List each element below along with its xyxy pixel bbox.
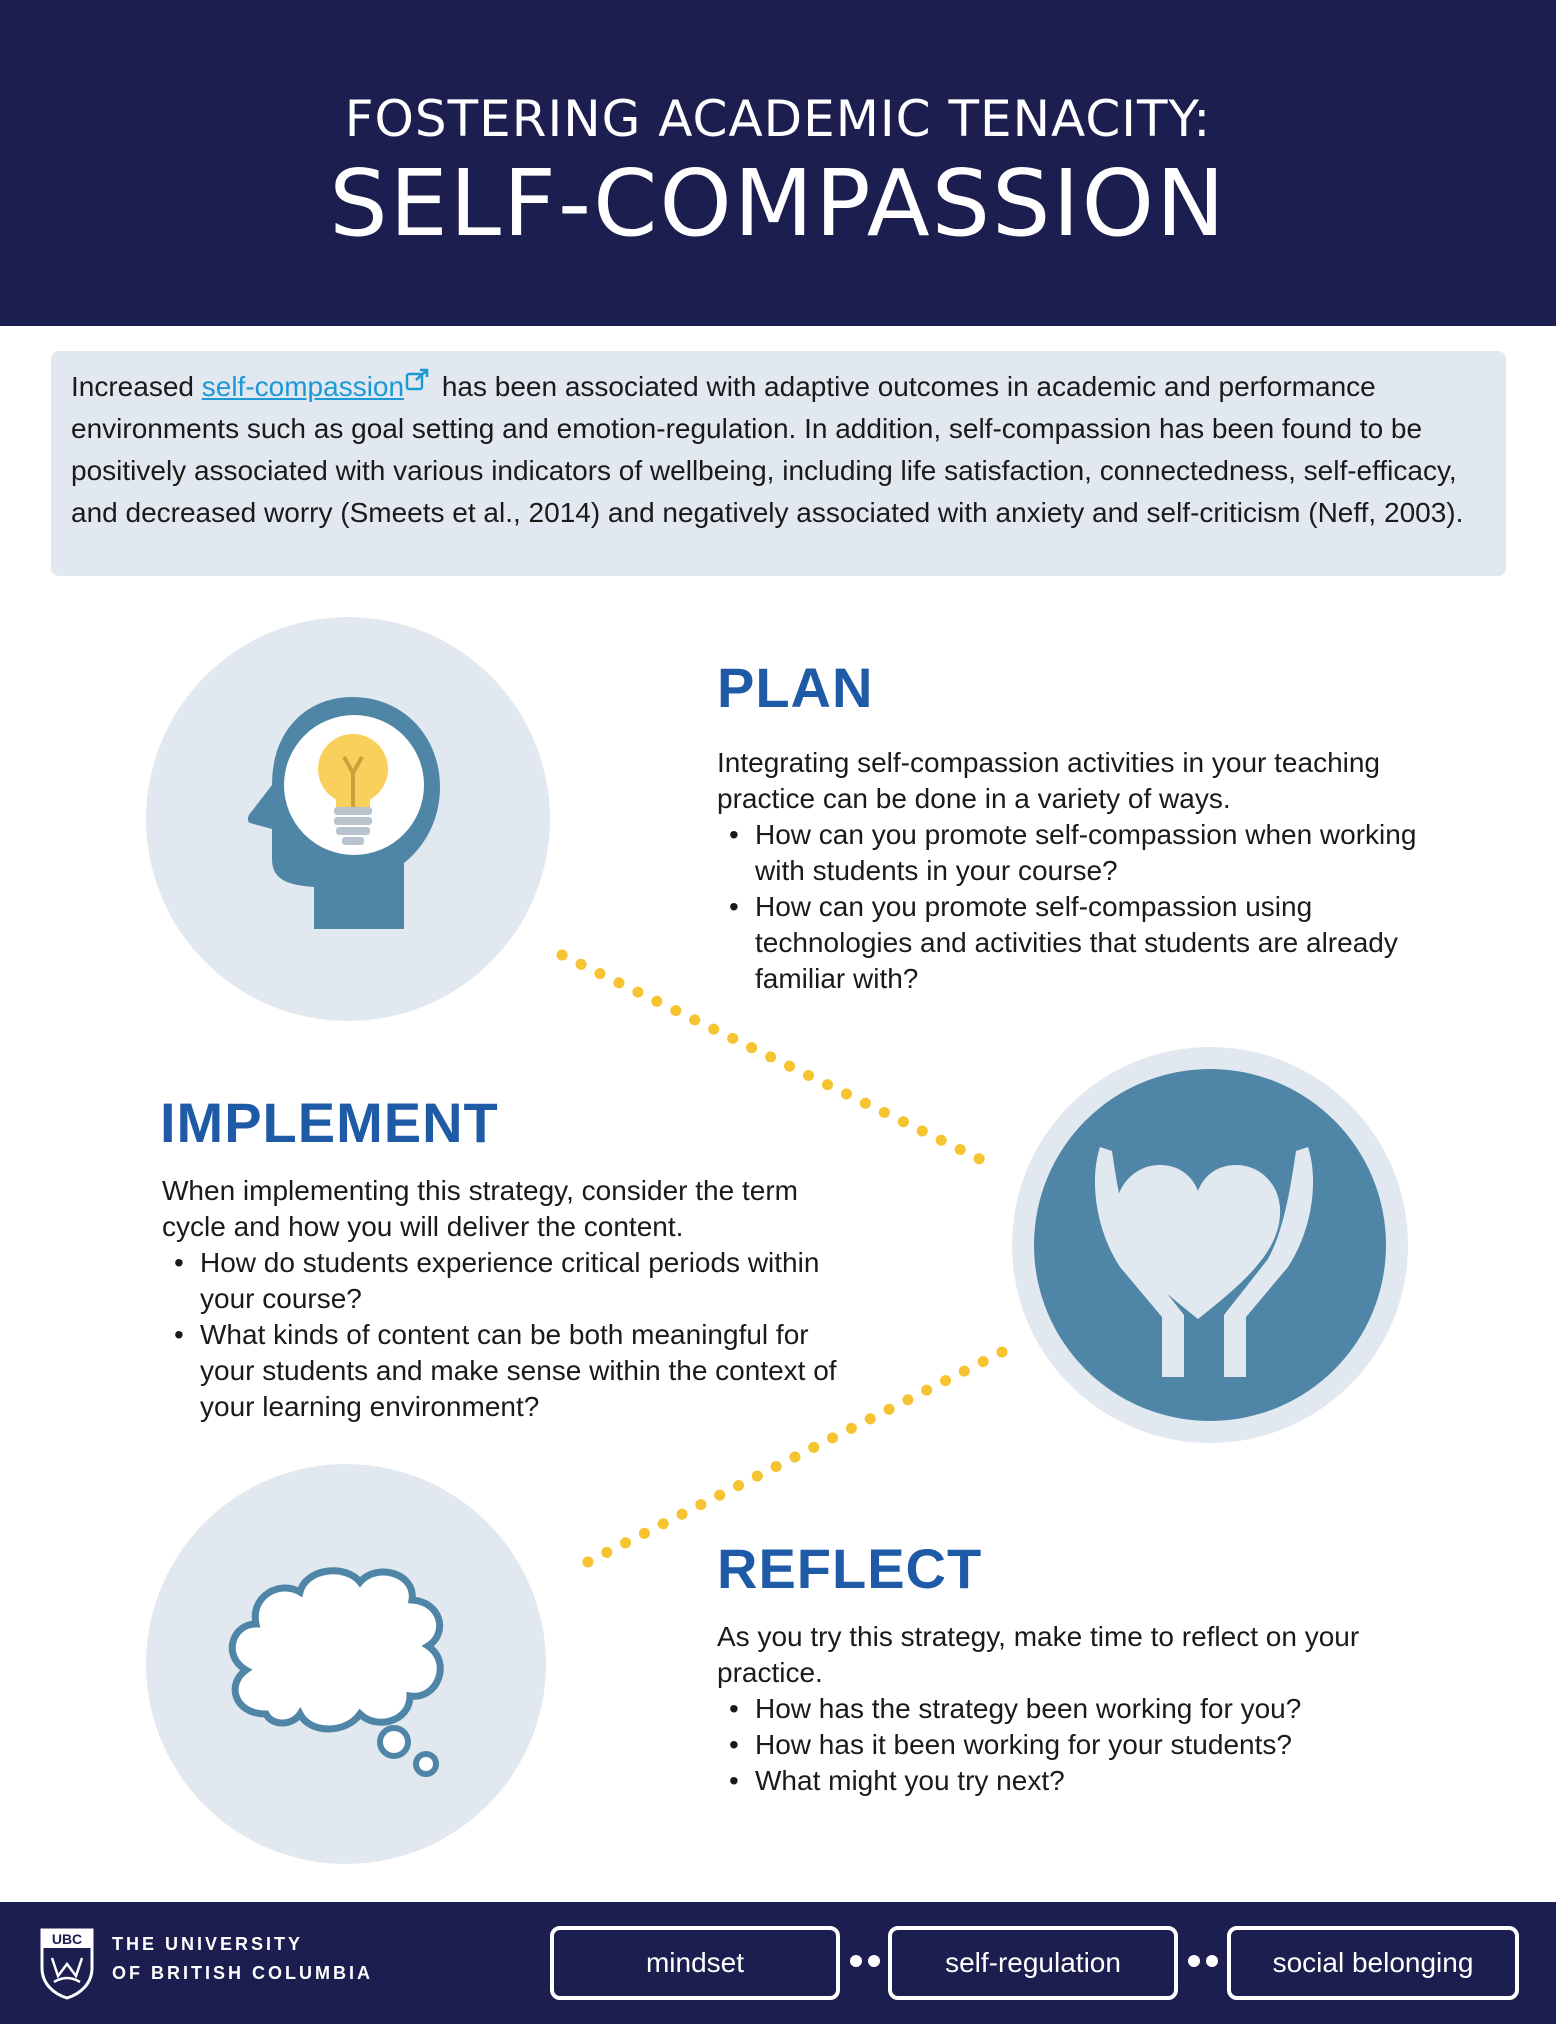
- implement-icon-circle: [1012, 1047, 1408, 1443]
- head-lightbulb-icon: [146, 617, 550, 1021]
- hands-heart-icon: [1012, 1047, 1408, 1443]
- implement-bullets: [162, 1245, 862, 1425]
- ubc-crest-icon: [38, 1928, 96, 2000]
- reflect-bullets: [717, 1691, 1417, 1799]
- implement-bullet: • How do students experience critical periods within your course?: [200, 1245, 862, 1317]
- plan-bullet: • How can you promote self-compassion using technologies and activities that students are already familiar with?: [755, 889, 1437, 997]
- implement-bullet: • What kinds of content can be both meaningful for your students and make sense within the context of your learning environment?: [200, 1317, 862, 1425]
- reflect-icon-circle: [146, 1464, 546, 1864]
- plan-intro: Integrating self-compassion activities in your teaching practice can be done in a variety of ways.: [717, 747, 1381, 814]
- page-title: SELF-COMPASSION: [329, 150, 1227, 257]
- tag-self-regulation[interactable]: self-regulation: [888, 1926, 1178, 2000]
- plan-icon-circle: [146, 617, 550, 1021]
- tag-separator: [850, 1954, 886, 1968]
- implement-heading: IMPLEMENT: [160, 1091, 499, 1154]
- plan-bullet: • How can you promote self-compassion when working with students in your course?: [755, 817, 1437, 889]
- intro-lead: Increased: [71, 371, 202, 402]
- university-line-2: OF BRITISH COLUMBIA: [112, 1963, 373, 1983]
- plan-text: [717, 745, 1437, 997]
- plan-bullets: [717, 817, 1437, 997]
- tag-mindset[interactable]: mindset: [550, 1926, 840, 2000]
- tag-social-belonging[interactable]: social belonging: [1227, 1926, 1519, 2000]
- university-line-1: THE UNIVERSITY: [112, 1934, 304, 1954]
- plan-heading: PLAN: [717, 656, 874, 719]
- implement-text: [162, 1173, 862, 1425]
- page-footer: [0, 1902, 1556, 2024]
- self-compassion-link[interactable]: self-compassion: [201, 371, 405, 402]
- tag-separator: [1188, 1954, 1224, 1968]
- reflect-heading: REFLECT: [717, 1537, 983, 1600]
- reflect-intro: As you try this strategy, make time to reflect on your practice.: [717, 1621, 1360, 1688]
- page-supertitle: FOSTERING ACADEMIC TENACITY:: [344, 90, 1212, 148]
- implement-intro: When implementing this strategy, consider the term cycle and how you will deliver the content.: [162, 1175, 798, 1242]
- reflect-bullet: • What might you try next?: [755, 1763, 1417, 1799]
- university-name: [112, 1930, 373, 1988]
- crest-text: UBC: [51, 1931, 83, 1947]
- reflect-bullet: • How has it been working for your students?: [755, 1727, 1417, 1763]
- reflect-bullet: • How has the strategy been working for you?: [755, 1691, 1417, 1727]
- reflect-text: [717, 1619, 1417, 1799]
- intro-body: has been associated with adaptive outcomes in academic and performance environments such as goal setting and emotion-regulation. In addition, self-compassion has been found to be positively associated with various indicators of wellbeing, including life satisfaction, connectedness, self-efficacy, and decreased worry (Smeets et al., 2014) and negatively associated with anxiety and self-criticism (Neff, 2003).: [71, 371, 1464, 528]
- thought-bubble-icon: [146, 1464, 546, 1864]
